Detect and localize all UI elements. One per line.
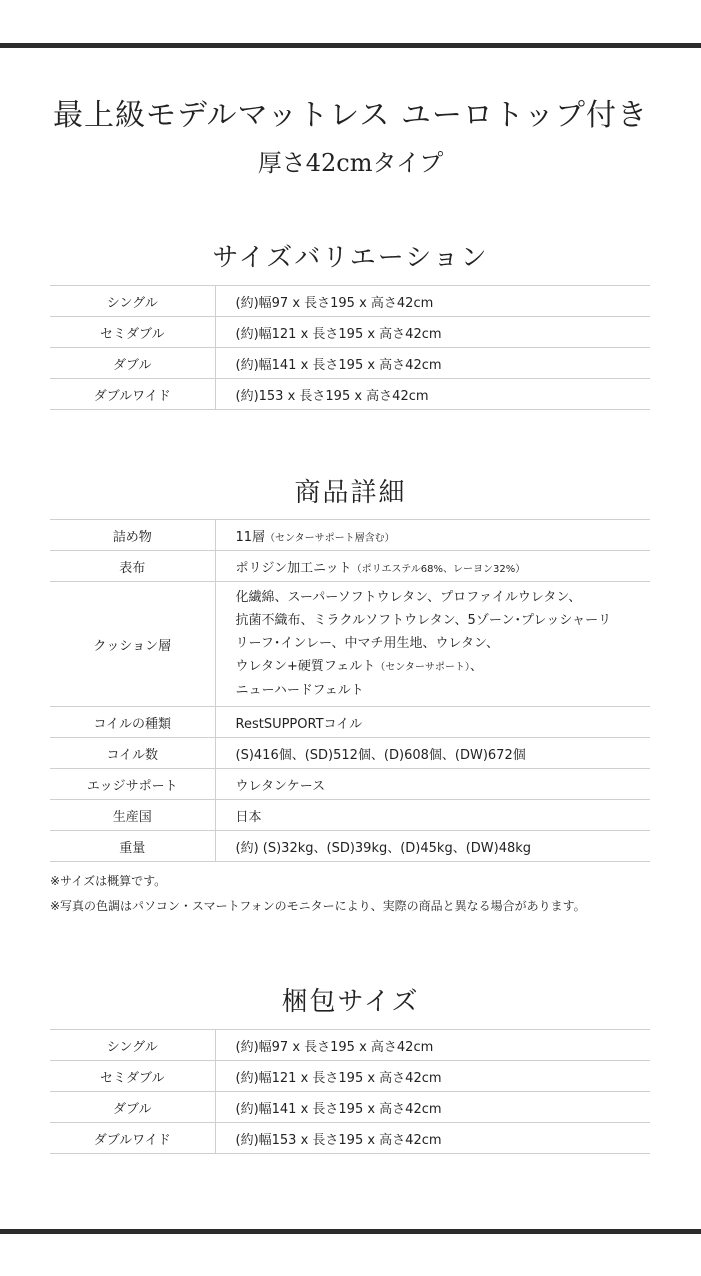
table-row <box>50 769 650 800</box>
cushion-line-3: リーフ･インレー、中マチ用生地、ウレタン、 <box>235 636 499 651</box>
table-row <box>50 1092 650 1123</box>
cover-label: 表布 <box>50 551 215 582</box>
row-label: ダブル <box>50 348 215 379</box>
row-label: ダブル <box>50 1092 215 1123</box>
row-value: ウレタンケース <box>235 778 326 794</box>
row-value: (S)416個、(SD)512個、(D)608個、(DW)672個 <box>235 747 526 763</box>
table-row <box>50 348 650 379</box>
row-label: コイル数 <box>50 738 215 769</box>
cushion-line-4-main: ウレタン+硬質フェルト <box>235 659 376 674</box>
row-label: セミダブル <box>50 317 215 348</box>
row-label: 生産国 <box>50 800 215 831</box>
row-value: (約)幅121 x 長さ195 x 高さ42cm <box>235 326 442 342</box>
row-label: コイルの種類 <box>50 707 215 738</box>
cushion-label: クッション層 <box>50 582 215 707</box>
row-value: RestSUPPORTコイル <box>235 716 363 732</box>
row-value: (約)153 x 長さ195 x 高さ42cm <box>235 388 429 404</box>
table-row <box>50 379 650 410</box>
cushion-line-4 <box>236 655 651 679</box>
cover-main: ポリジン加工ニット <box>235 560 352 576</box>
product-details-heading: 商品詳細 <box>294 478 407 508</box>
table-row <box>50 1123 650 1154</box>
cover-value <box>215 551 650 582</box>
cushion-value <box>215 582 650 707</box>
row-value: (約)幅121 x 長さ195 x 高さ42cm <box>235 1070 442 1086</box>
filling-note: （センターサポート層含む） <box>265 532 395 544</box>
table-row <box>50 582 650 707</box>
top-divider <box>0 43 701 48</box>
row-label: ダブルワイド <box>50 1123 215 1154</box>
table-row <box>50 520 650 551</box>
cushion-line-1: 化繊綿、スーパーソフトウレタン、プロファイルウレタン、 <box>235 590 582 605</box>
table-row <box>50 800 650 831</box>
row-label: 重量 <box>50 831 215 862</box>
table-row <box>50 1030 650 1061</box>
cushion-line-5: ニューハードフェルト <box>235 683 364 698</box>
row-label: シングル <box>50 1030 215 1061</box>
filling-value <box>215 520 650 551</box>
note-photo-color: ※写真の色調はパソコン・スマートフォンのモニターにより、実際の商品と異なる場合があります。 <box>50 899 586 913</box>
row-value: (約) (S)32kg、(SD)39kg、(D)45kg、(DW)48kg <box>235 840 532 856</box>
table-row <box>50 286 650 317</box>
cushion-line-4-note: （センターサポート） <box>375 662 470 673</box>
note-size-approx: ※サイズは概算です。 <box>50 874 167 888</box>
product-details-table <box>50 519 650 862</box>
cover-note: （ポリエステル68%、レーヨン32%） <box>351 563 526 575</box>
filling-main: 11層 <box>235 529 266 545</box>
package-size-heading: 梱包サイズ <box>281 987 420 1017</box>
row-label: エッジサポート <box>50 769 215 800</box>
table-row <box>50 831 650 862</box>
row-value: (約)幅141 x 長さ195 x 高さ42cm <box>235 1101 442 1117</box>
package-size-table <box>50 1029 650 1154</box>
table-row <box>50 1061 650 1092</box>
cushion-line-4-tail: 、 <box>469 659 483 674</box>
cushion-line-2: 抗菌不織布、ミラクルソフトウレタン、5ゾーン･プレッシャーリ <box>235 613 612 628</box>
table-row <box>50 317 650 348</box>
table-row <box>50 551 650 582</box>
row-label: ダブルワイド <box>50 379 215 410</box>
table-row <box>50 738 650 769</box>
row-label: セミダブル <box>50 1061 215 1092</box>
row-label: シングル <box>50 286 215 317</box>
table-row <box>50 707 650 738</box>
size-variation-table <box>50 285 650 410</box>
row-value: (約)幅97 x 長さ195 x 高さ42cm <box>235 1039 434 1055</box>
page-title: 最上級モデルマットレス ユーロトップ付き <box>52 98 649 133</box>
page-subtitle: 厚さ42cmタイプ <box>257 149 444 177</box>
bottom-divider <box>0 1229 701 1234</box>
row-value: (約)幅153 x 長さ195 x 高さ42cm <box>235 1132 442 1148</box>
filling-label: 詰め物 <box>50 520 215 551</box>
row-value: 日本 <box>235 809 262 825</box>
row-value: (約)幅141 x 長さ195 x 高さ42cm <box>235 357 442 373</box>
size-variation-heading: サイズバリエーション <box>212 243 489 273</box>
row-value: (約)幅97 x 長さ195 x 高さ42cm <box>235 295 434 311</box>
